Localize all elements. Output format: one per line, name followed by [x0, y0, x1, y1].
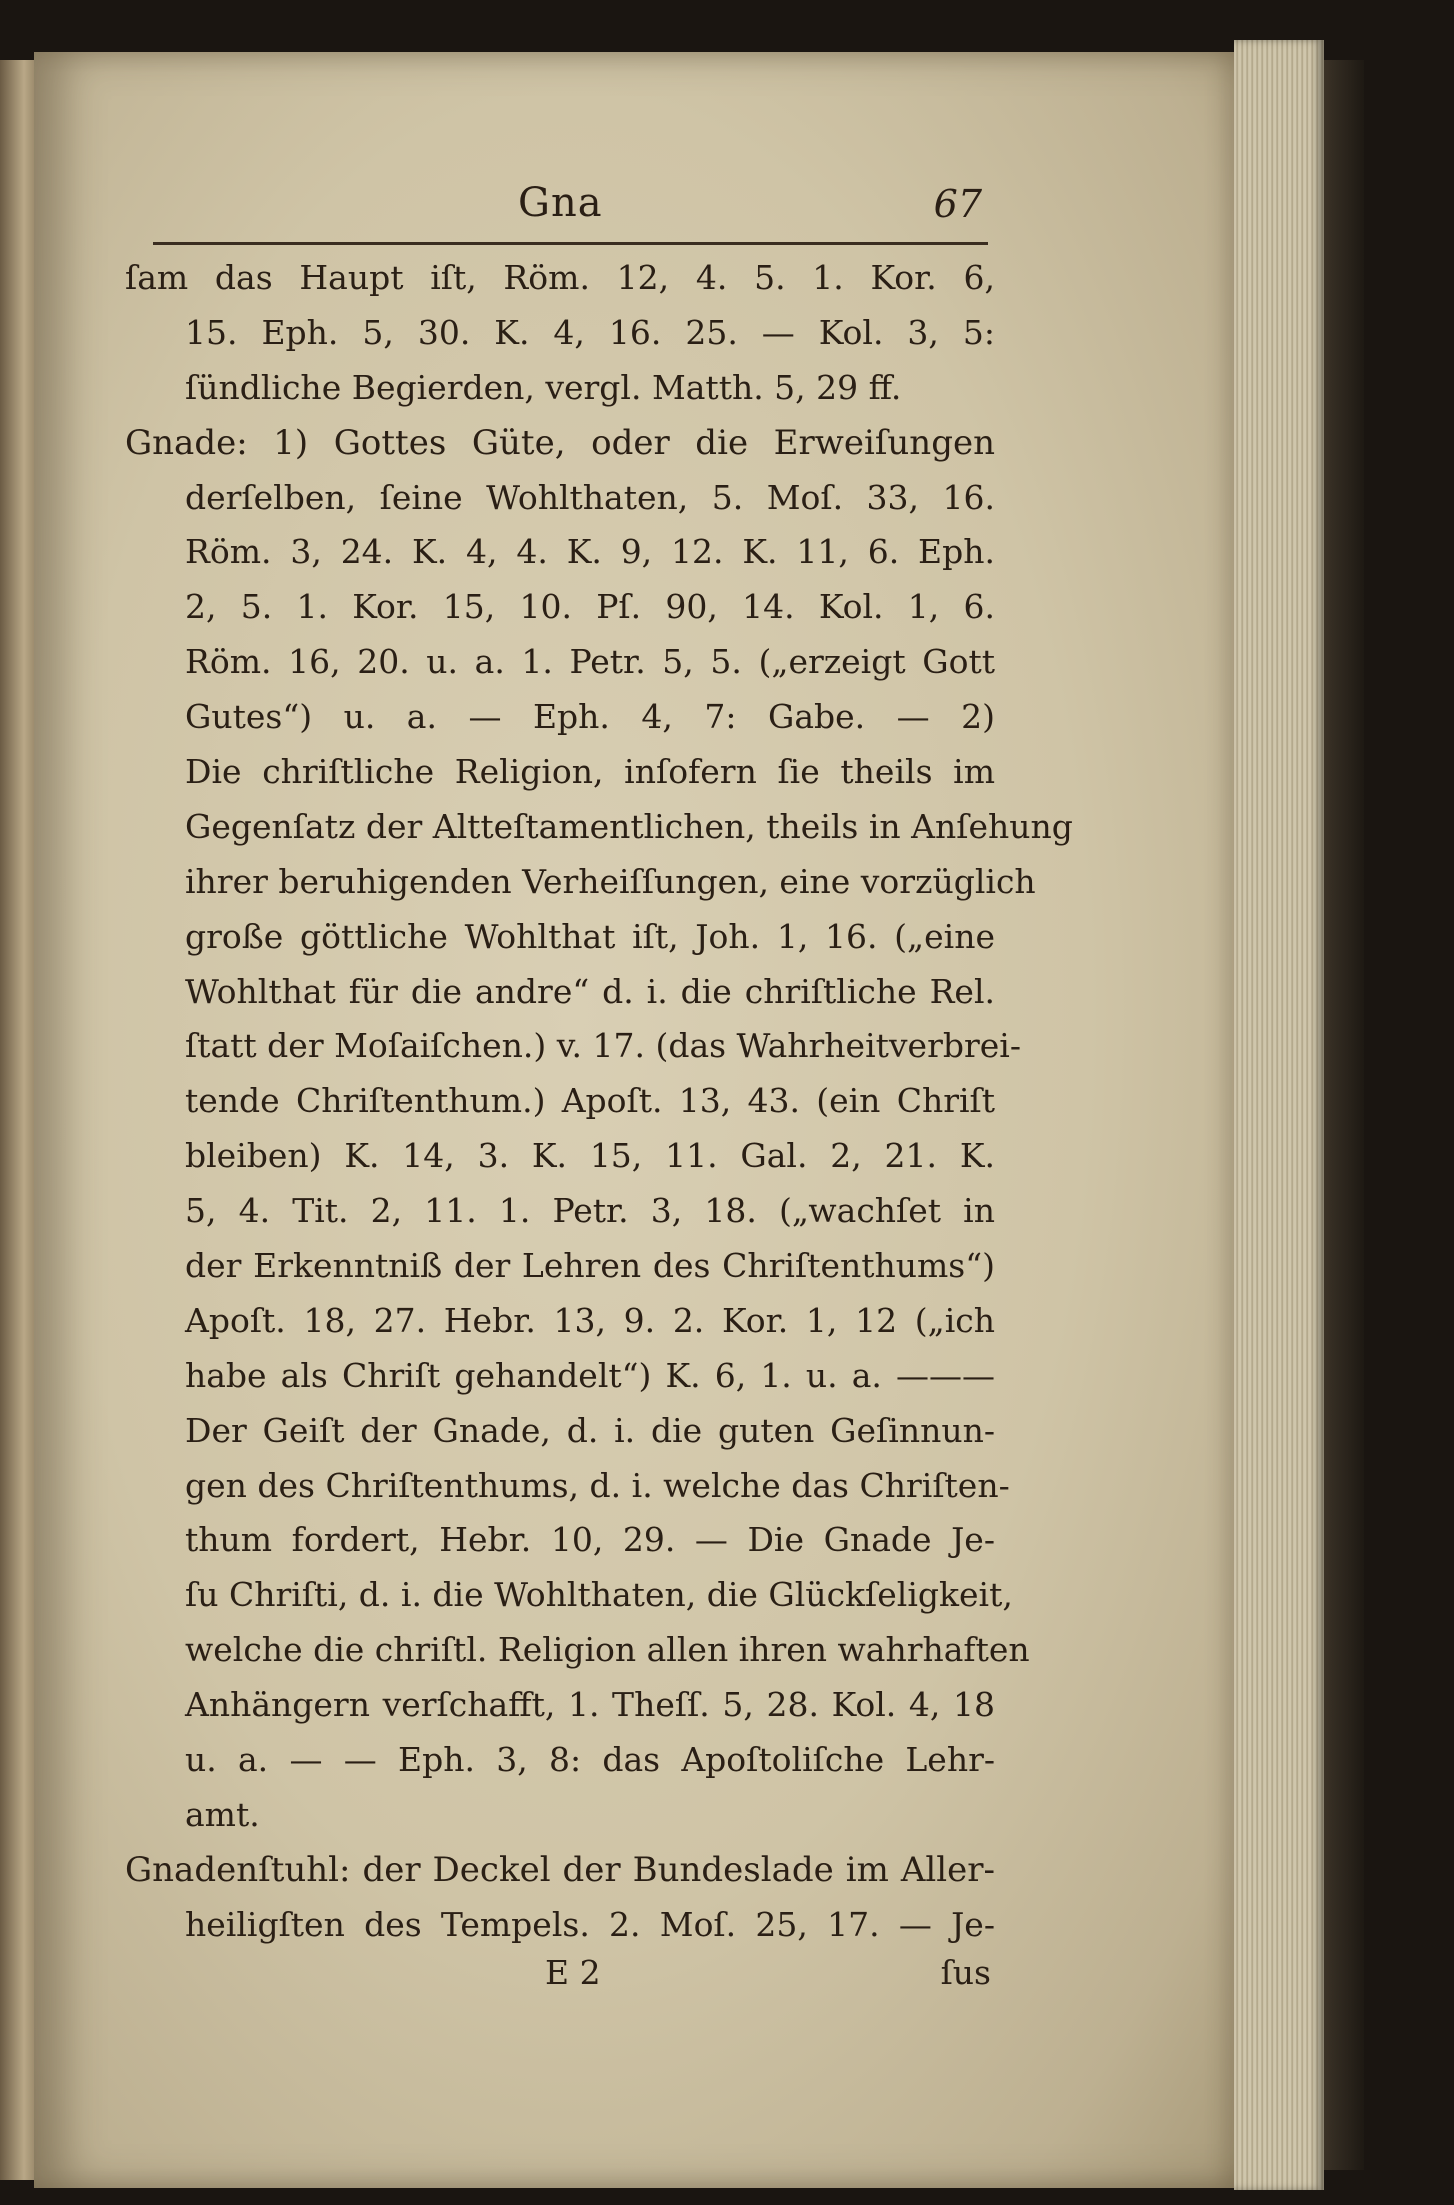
text-line: Röm. 16, 20. u. a. 1. Petr. 5, 5. („erzeigt Gott	[185, 642, 995, 682]
page-content	[125, 180, 1073, 2008]
text-line: Anhängern verſchafft, 1. Theſſ. 5, 28. Kol. 4, 18	[185, 1685, 995, 1725]
text-line: welche die chriſtl. Religion allen ihren wahrhaften	[185, 1630, 1030, 1670]
text-line: 5, 4. Tit. 2, 11. 1. Petr. 3, 18. („wachſet in	[185, 1191, 995, 1231]
text-line: tende Chriſtenthum.) Apoſt. 13, 43. (ein Chriſt	[185, 1081, 995, 1121]
text-line: thum fordert, Hebr. 10, 29. — Die Gnade Je-	[185, 1520, 995, 1560]
text-line: ſündliche Begierden, vergl. Matth. 5, 29 ff.	[185, 367, 902, 407]
text-line: ſtatt der Moſaiſchen.) v. 17. (das Wahrheitverbrei-	[185, 1026, 1021, 1066]
page-stack-edge	[1234, 40, 1324, 2190]
text-line: ſu Chriſti, d. i. die Wohlthaten, die Glückſeligkeit,	[185, 1575, 1013, 1615]
page-header	[153, 180, 988, 245]
book-cover-edge	[1324, 60, 1364, 2170]
text-line: habe als Chriſt gehandelt“) K. 6, 1. u. a. ———	[185, 1355, 995, 1395]
running-head: Gna	[518, 180, 603, 226]
text-line: Der Geiſt der Gnade, d. i. die guten Geſinnun-	[185, 1410, 995, 1450]
signature-mark: E 2	[545, 1952, 601, 1992]
text-line: u. a. — — Eph. 3, 8: das Apoſtoliſche Lehr-	[185, 1740, 995, 1780]
text-line: Wohlthat für die andre“ d. i. die chriſtliche Rel.	[185, 971, 995, 1011]
text-line: Die chriſtliche Religion, inſofern ſie theils im	[185, 752, 995, 792]
text-line: ihrer beruhigenden Verheiſſungen, eine vorzüglich	[185, 861, 1036, 901]
text-line: Röm. 3, 24. K. 4, 4. K. 9, 12. K. 11, 6. Eph.	[185, 532, 995, 572]
text-body	[125, 251, 1073, 1953]
text-line: heiligſten des Tempels. 2. Moſ. 25, 17. — Je-	[185, 1904, 995, 1944]
entry-line: Gnade: 1) Gottes Güte, oder die Erweiſungen	[125, 422, 995, 463]
text-line: 15. Eph. 5, 30. K. 4, 16. 25. — Kol. 3, 5:	[185, 312, 995, 352]
text-line: derſelben, ſeine Wohlthaten, 5. Moſ. 33, 16.	[185, 477, 995, 517]
text-line: 2, 5. 1. Kor. 15, 10. Pſ. 90, 14. Kol. 1, 6.	[185, 587, 995, 627]
text-line: Apoſt. 18, 27. Hebr. 13, 9. 2. Kor. 1, 12 („ich	[185, 1300, 995, 1340]
page-footer	[125, 1953, 995, 2008]
text-line: bleiben) K. 14, 3. K. 15, 11. Gal. 2, 21. K.	[185, 1136, 995, 1176]
page-number: 67	[933, 182, 982, 226]
text-line: große göttliche Wohlthat iſt, Joh. 1, 16. („eine	[185, 916, 995, 956]
text-line: Gutes“) u. a. — Eph. 4, 7: Gabe. — 2)	[185, 697, 995, 737]
text-line: gen des Chriſtenthums, d. i. welche das Chriſten-	[185, 1465, 1010, 1505]
entry-line: Gnadenſtuhl: der Deckel der Bundeslade im Aller-	[125, 1849, 995, 1890]
text-line: Gegenſatz der Altteſtamentlichen, theils in Anſehung	[185, 806, 1073, 846]
text-line: ſam das Haupt iſt, Röm. 12, 4. 5. 1. Kor. 6,	[125, 258, 995, 297]
catchword: ſus	[940, 1952, 991, 1992]
text-line: amt.	[185, 1794, 260, 1834]
text-line: der Erkenntniß der Lehren des Chriſtenthums“)	[185, 1246, 995, 1286]
